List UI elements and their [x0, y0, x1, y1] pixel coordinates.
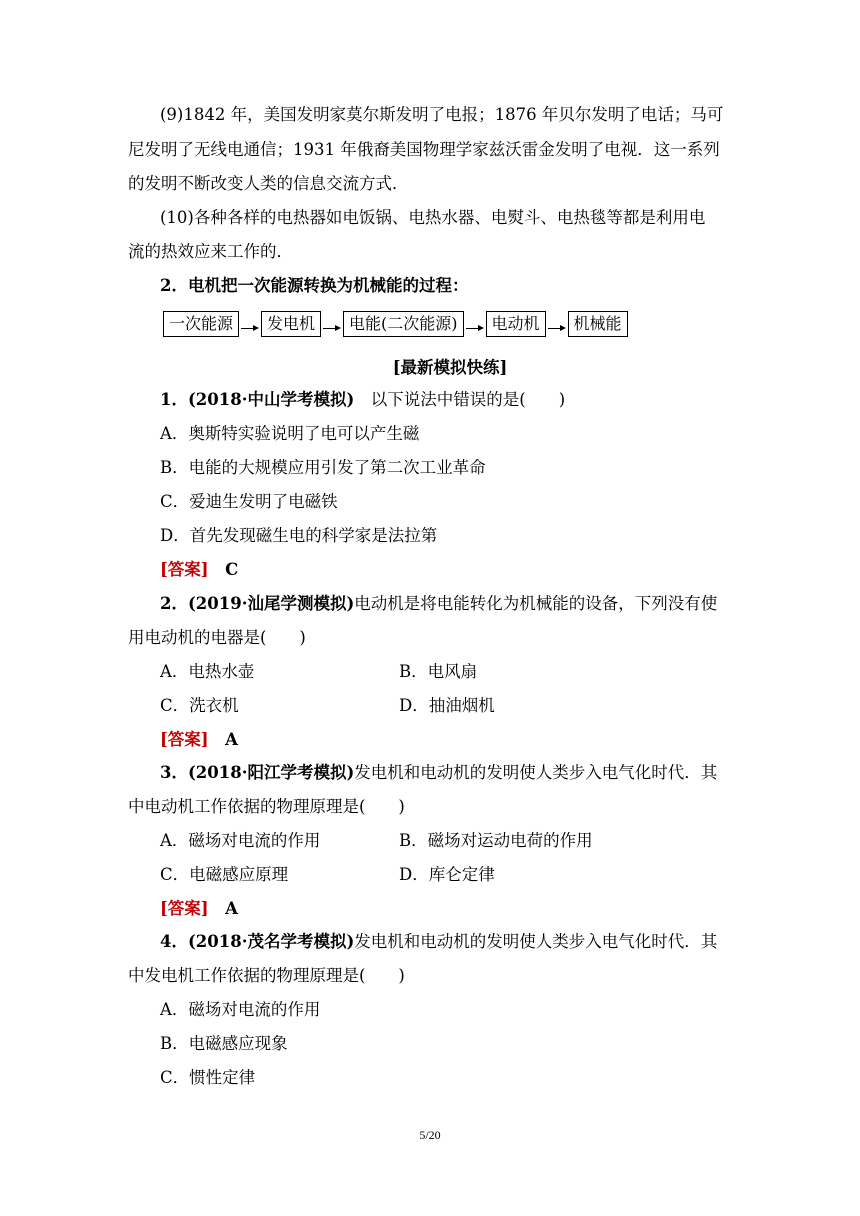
question-1-text: 以下说法中错误的是( )	[354, 390, 566, 409]
question-3-option-d: D．库仑定律	[399, 865, 495, 884]
section-title: [最新模拟快练]	[392, 358, 508, 377]
paragraph-9-line-3: 的发明不断改变人类的信息交流方式．	[128, 174, 409, 193]
question-1-option-b: B．电能的大规模应用引发了第二次工业革命	[160, 458, 486, 477]
flow-box-generator: 发电机	[261, 311, 321, 337]
question-2-option-b: B．电风扇	[399, 662, 478, 681]
question-3-source: 3．(2018·阳江学考模拟)	[160, 763, 355, 782]
question-3-stem-line-2: 中电动机工作依据的物理原理是( )	[128, 797, 405, 816]
flow-box-motor: 电动机	[486, 311, 546, 337]
question-1-answer	[160, 559, 780, 581]
paragraph-10-line-1: (10)各种各样的电热器如电饭锅、电热水器、电熨斗、电热毯等都是利用电	[160, 208, 706, 227]
paragraph-9-line-1: (9)1842 年，美国发明家莫尔斯发明了电报；1876 年贝尔发明了电话；马可	[160, 105, 724, 124]
question-1-source: 1．(2018·中山学考模拟)	[160, 390, 355, 409]
arrow-right-icon	[546, 313, 568, 335]
question-4-option-b: B．电磁感应现象	[160, 1034, 288, 1053]
question-2-stem-line-2: 用电动机的电器是( )	[128, 628, 306, 647]
arrow-right-icon	[239, 313, 261, 335]
question-3-option-c: C．电磁感应原理	[160, 865, 289, 884]
flow-box-primary-energy: 一次能源	[163, 311, 239, 337]
question-2-option-a: A．电热水壶	[160, 662, 255, 681]
question-1-option-a: A．奥斯特实验说明了电可以产生磁	[160, 424, 420, 443]
question-4-option-c: C．惯性定律	[160, 1068, 256, 1087]
flow-box-electric-energy: 电能(二次能源)	[343, 311, 464, 337]
answer-label: [答案]	[160, 730, 209, 749]
question-1-stem	[160, 389, 780, 411]
answer-value: C	[225, 560, 239, 579]
flow-box-mechanical-energy: 机械能	[568, 311, 628, 337]
question-3-option-a: A．磁场对电流的作用	[160, 831, 321, 850]
arrow-right-icon	[321, 313, 343, 335]
question-2-source: 2．(2019·汕尾学测模拟)	[160, 594, 355, 613]
paragraph-9-line-2: 尼发明了无线电通信；1931 年俄裔美国物理学家兹沃雷金发明了电视．这一系列	[128, 140, 720, 159]
question-1-option-c: C．爱迪生发明了电磁铁	[160, 492, 338, 511]
answer-value: A	[225, 730, 238, 749]
question-2-text: 电动机是将电能转化为机械能的设备，下列没有使	[354, 594, 718, 613]
question-2-option-d: D．抽油烟机	[399, 696, 495, 715]
question-4-source: 4．(2018·茂名学考模拟)	[160, 932, 355, 951]
page-number: 5/20	[419, 1128, 441, 1142]
section-2-heading: 2．电机把一次能源转换为机械能的过程：	[160, 276, 469, 295]
question-4-stem-line-2: 中发电机工作依据的物理原理是( )	[128, 966, 405, 985]
question-4-text: 发电机和电动机的发明使人类步入电气化时代．其	[354, 932, 718, 951]
answer-value: A	[225, 899, 238, 918]
question-2-stem-line-1	[160, 593, 780, 615]
energy-flow-diagram	[163, 311, 628, 337]
question-3-answer	[160, 898, 780, 920]
question-4-stem-line-1	[160, 931, 780, 953]
paragraph-10-line-2: 流的热效应来工作的．	[128, 242, 293, 261]
answer-label: [答案]	[160, 899, 209, 918]
arrow-right-icon	[464, 313, 486, 335]
question-3-stem-line-1	[160, 762, 780, 784]
question-3-option-b: B．磁场对运动电荷的作用	[399, 831, 593, 850]
question-2-answer	[160, 729, 780, 751]
answer-label: [答案]	[160, 560, 209, 579]
question-2-option-c: C．洗衣机	[160, 696, 239, 715]
question-4-option-a: A．磁场对电流的作用	[160, 1000, 321, 1019]
question-3-text: 发电机和电动机的发明使人类步入电气化时代．其	[354, 763, 718, 782]
question-1-option-d: D．首先发现磁生电的科学家是法拉第	[160, 526, 438, 545]
